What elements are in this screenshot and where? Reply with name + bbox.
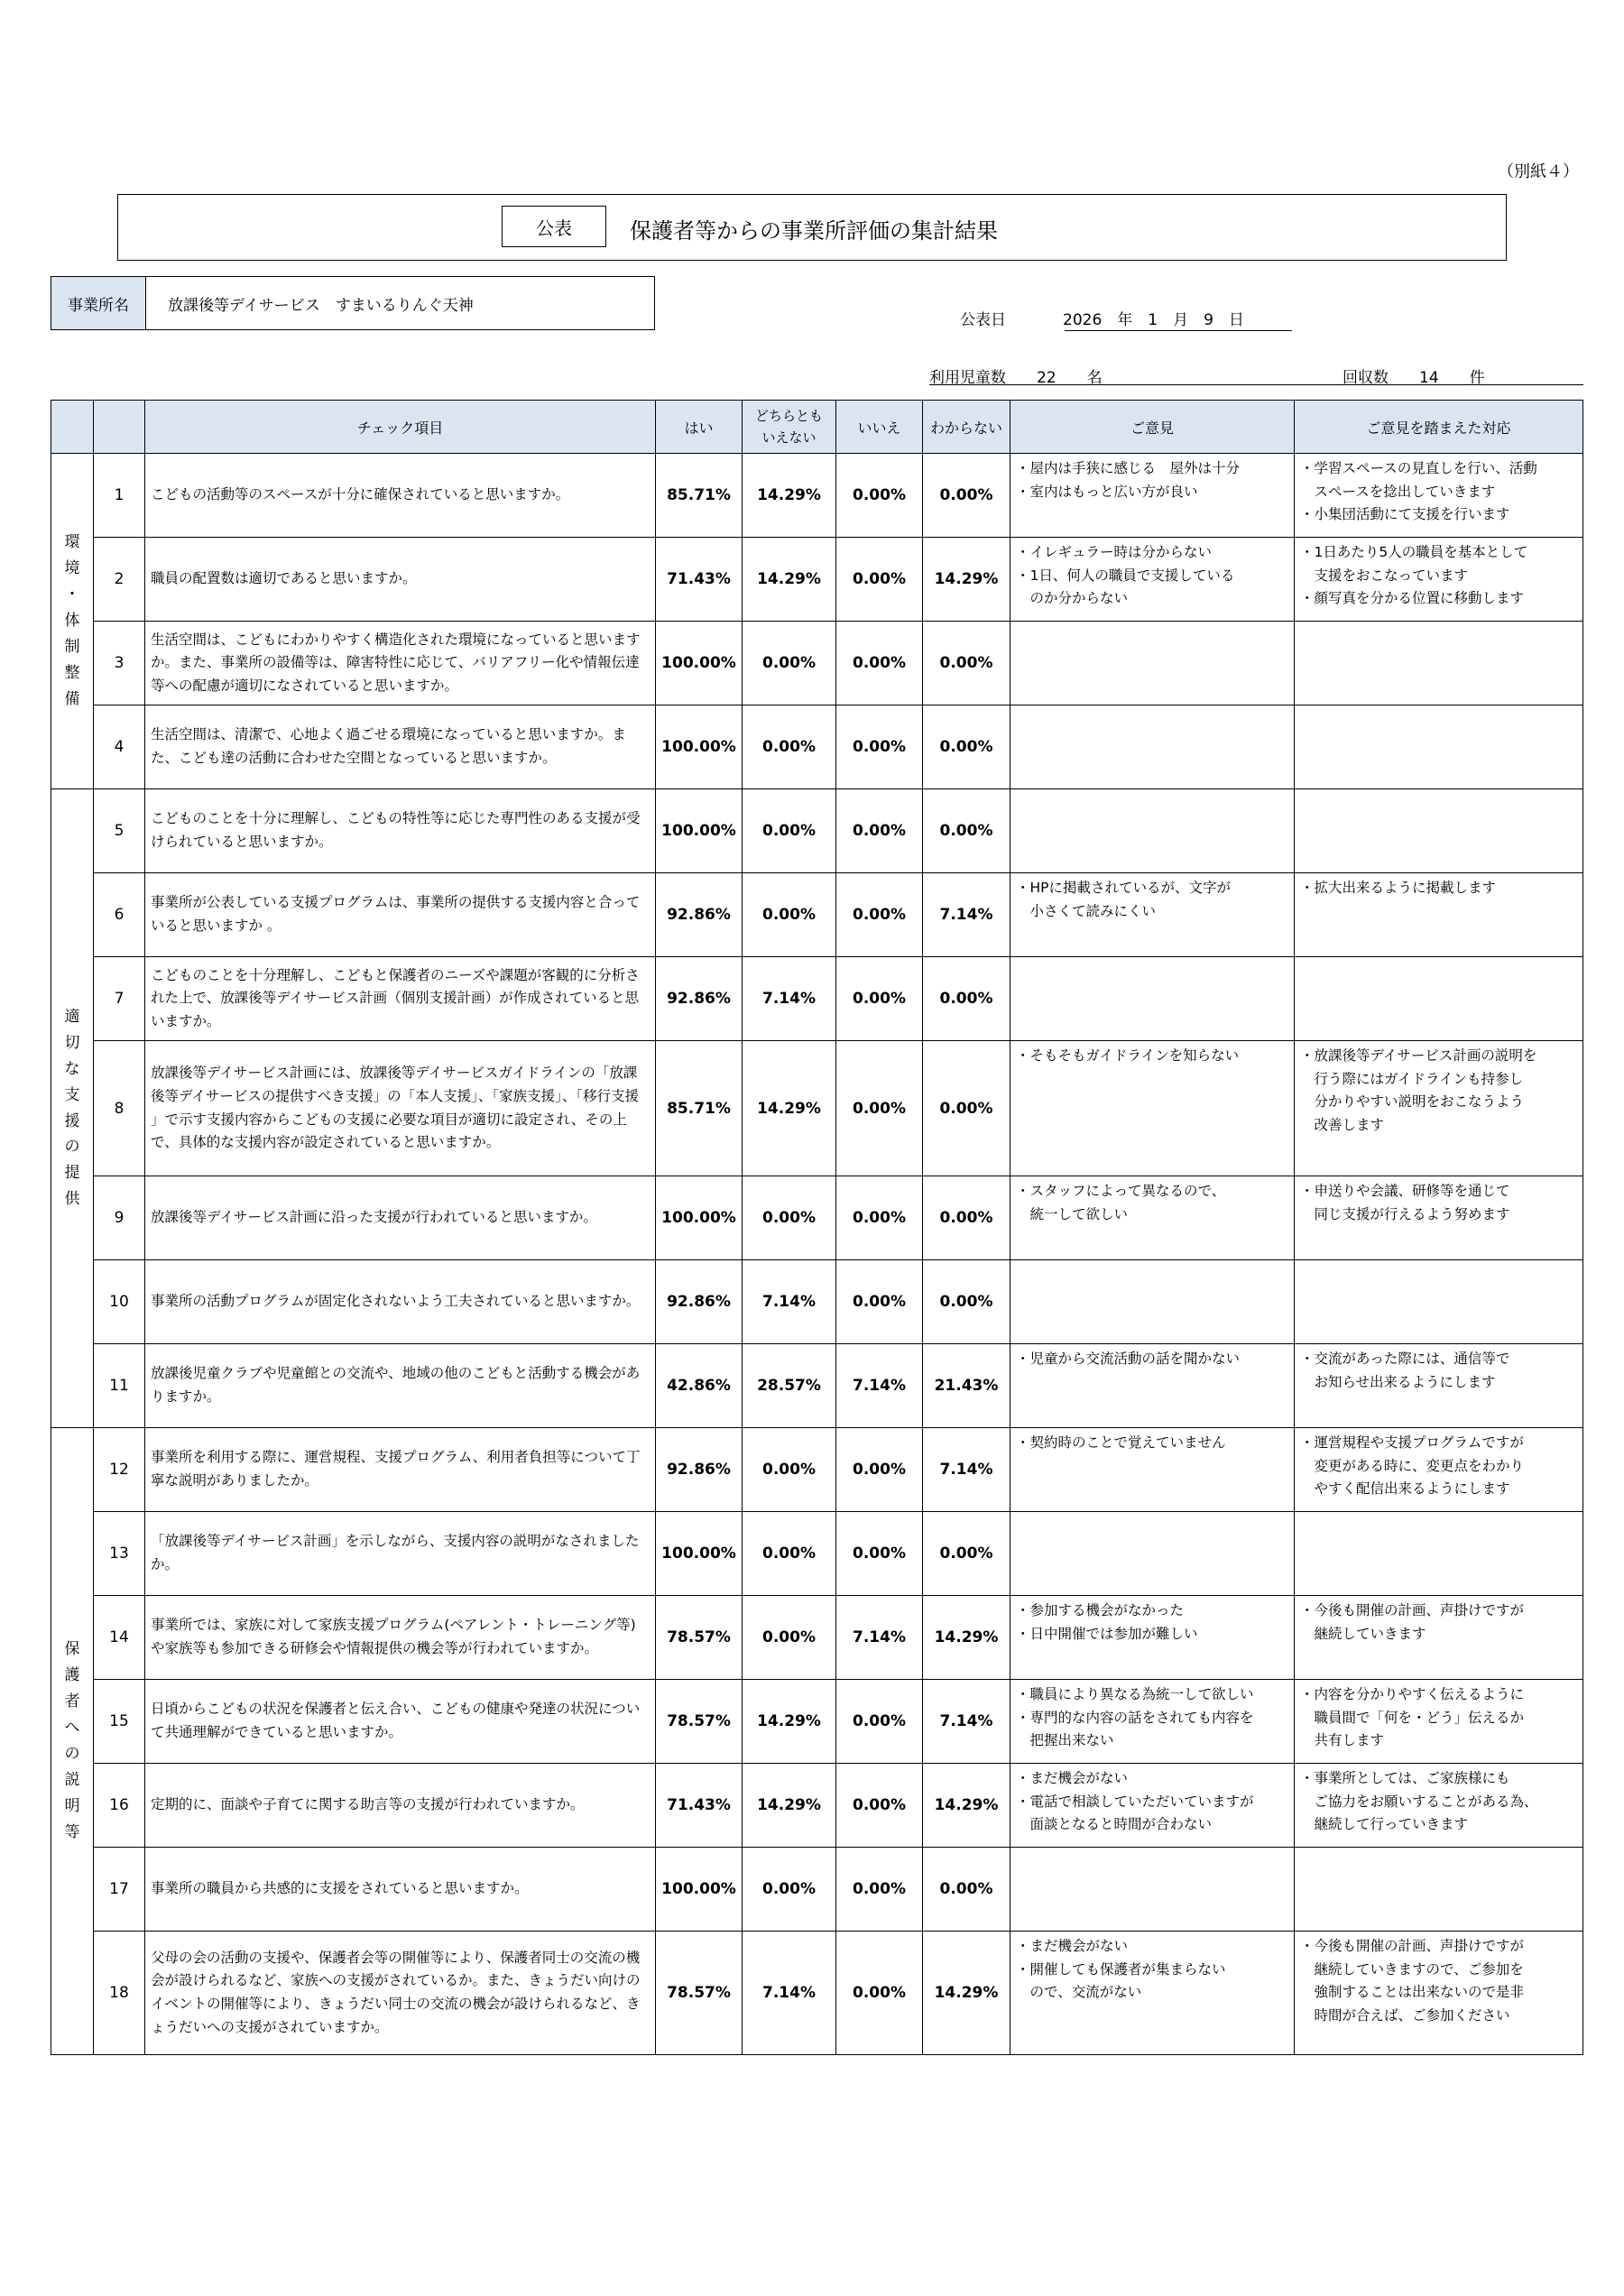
section-char: 明 [64,1796,80,1815]
header-number [94,401,145,454]
check-item-text: 事業所では、家族に対して家族支援プログラム(ペアレント・トレーニング等)や家族等も参加できる研修会や情報提供の機会等が行われていますか。 [145,1596,656,1680]
check-item-text: 事業所が公表している支援プログラムは、事業所の提供する支援内容と合っていると思いますか 。 [145,873,656,957]
section-label-support [51,789,94,1428]
table-row [51,1764,1583,1848]
response-cell [1295,1428,1583,1512]
response-line: ・小集団活動にて支援を行います [1300,506,1510,523]
pct-unknown: 0.00% [923,1260,1010,1344]
pct-no: 0.00% [836,1932,923,2055]
pct-neither: 14.29% [743,454,836,538]
pct-neither: 0.00% [743,1512,836,1596]
check-item-text: 事業所の活動プログラムが固定化されないよう工夫されていると思いますか。 [145,1260,656,1344]
table-row [51,705,1583,789]
response-line: 改善します [1300,1116,1385,1133]
opinion-line: ・日中開催では参加が難しい [1016,1625,1198,1642]
item-number: 10 [94,1260,145,1344]
opinion-cell [1010,873,1295,957]
section-char: 援 [64,1111,80,1130]
header-yes: はい [656,401,743,454]
opinion-line: ・まだ機会がない [1016,1938,1129,1954]
pct-no: 0.00% [836,1764,923,1848]
pct-yes: 71.43% [656,1764,743,1848]
table-row [51,1680,1583,1764]
response-cell [1295,957,1583,1041]
response-line: ・1日あたり5人の職員を基本として [1300,544,1528,560]
response-line: 職員間で「何を・どう」伝えるか [1300,1709,1525,1726]
section-char: 者 [64,1692,80,1711]
response-line: 強制することは出来ないので是非 [1300,1984,1525,2001]
pct-no: 0.00% [836,1041,923,1176]
check-item-text: 日頃からこどもの状況を保護者と伝え合い、こどもの健康や発達の状況について共通理解ができていると思いますか。 [145,1680,656,1764]
table-row [51,789,1583,873]
pct-unknown: 0.00% [923,1848,1010,1932]
check-item-text: 「放課後等デイサービス計画」を示しながら、支援内容の説明がなされましたか。 [145,1512,656,1596]
check-item-text: 定期的に、面談や子育てに関する助言等の支援が行われていますか。 [145,1764,656,1848]
office-name: 放課後等デイサービス すまいるりんぐ天神 [168,296,474,315]
response-cell [1295,1764,1583,1848]
opinion-line: 把握出来ない [1016,1732,1114,1749]
pct-yes: 100.00% [656,705,743,789]
response-cell [1295,622,1583,705]
response-line: ・学習スペースの見直しを行い、活動 [1300,460,1537,476]
opinion-cell [1010,1176,1295,1260]
table-row [51,1932,1583,2055]
pct-neither: 14.29% [743,1764,836,1848]
opinion-cell [1010,1764,1295,1848]
response-cell [1295,789,1583,873]
opinion-line: ・イレギュラー時は分からない [1016,544,1213,560]
pct-no: 0.00% [836,789,923,873]
response-line: 変更がある時に、変更点をわかり [1300,1457,1525,1474]
opinion-line: ・室内はもっと広い方が良い [1016,483,1198,500]
header-no: いいえ [836,401,923,454]
response-line: 継続していきます [1300,1625,1426,1642]
pct-neither: 0.00% [743,705,836,789]
page-title: 保護者等からの事業所評価の集計結果 [630,218,998,244]
return-count: 回収数 14 件 [1343,369,1485,387]
response-line: ・今後も開催の計画、声掛けですが [1300,1938,1525,1954]
item-number: 3 [94,622,145,705]
evaluation-table [51,400,1583,2055]
pct-unknown: 21.43% [923,1344,1010,1428]
opinion-line: ・児童から交流活動の話を聞かない [1016,1351,1241,1367]
response-line: 継続していきますので、ご参加を [1300,1960,1524,1978]
response-line: 継続して行っていきます [1300,1816,1469,1833]
pct-yes: 92.86% [656,873,743,957]
response-line: ・交流があった際には、通信等で [1300,1351,1510,1367]
response-line: 行う際にはガイドラインも持参し [1300,1070,1524,1087]
table-row [51,1176,1583,1260]
section-char: ・ [64,586,80,604]
pct-unknown: 0.00% [923,705,1010,789]
table-row [51,1512,1583,1596]
section-char: 適 [64,1007,80,1026]
pct-no: 7.14% [836,1596,923,1680]
section-char: 備 [64,689,80,708]
section-char: 整 [64,663,80,682]
pct-neither: 14.29% [743,1680,836,1764]
table-header-row [51,401,1583,454]
attachment-label: （別紙４） [1498,162,1579,181]
pct-yes: 71.43% [656,538,743,622]
response-cell [1295,705,1583,789]
pct-neither: 14.29% [743,538,836,622]
check-item-text: 放課後等デイサービス計画に沿った支援が行われていると思いますか。 [145,1176,656,1260]
pct-unknown: 14.29% [923,1764,1010,1848]
opinion-line: ・まだ機会がない [1016,1770,1129,1786]
pct-neither: 0.00% [743,789,836,873]
item-number: 4 [94,705,145,789]
pct-yes: 78.57% [656,1932,743,2055]
opinion-cell [1010,705,1295,789]
pct-no: 0.00% [836,538,923,622]
pct-neither: 0.00% [743,1596,836,1680]
check-item-text: こどもの活動等のスペースが十分に確保されていると思いますか。 [145,454,656,538]
office-box [51,276,655,330]
section-char: 護 [64,1666,80,1685]
check-item-text: 生活空間は、こどもにわかりやすく構造化された環境になっていると思いますか。また、事業所の設備等は、障害特性に応じて、バリアフリー化や情報伝達等への配慮が適切になされていると思いますか。 [145,622,656,705]
pct-unknown: 0.00% [923,1512,1010,1596]
item-number: 1 [94,454,145,538]
pct-neither: 0.00% [743,1848,836,1932]
response-cell [1295,1512,1583,1596]
pct-neither: 7.14% [743,957,836,1041]
pct-neither: 0.00% [743,873,836,957]
response-line: ・今後も開催の計画、声掛けですが [1300,1602,1525,1618]
pct-yes: 100.00% [656,1512,743,1596]
opinion-cell [1010,1848,1295,1932]
pct-unknown: 7.14% [923,1680,1010,1764]
pct-yes: 100.00% [656,1848,743,1932]
response-cell [1295,538,1583,622]
pct-yes: 100.00% [656,1176,743,1260]
section-char: 体 [64,612,80,631]
item-number: 16 [94,1764,145,1848]
table-row [51,1041,1583,1176]
table-row [51,1848,1583,1932]
section-label-explain [51,1428,94,2055]
response-line: 共有します [1300,1732,1385,1749]
pct-neither: 0.00% [743,1428,836,1512]
header-neither-line2: いえない [761,429,817,446]
pct-no: 0.00% [836,454,923,538]
header-section [51,401,94,454]
pct-neither: 0.00% [743,622,836,705]
table-row [51,873,1583,957]
check-item-text: 生活空間は、清潔で、心地よく過ごせる環境になっていると思いますか。また、こども達の活動に合わせた空間となっていると思いますか。 [145,705,656,789]
item-number: 6 [94,873,145,957]
check-item-text: 事業所の職員から共感的に支援をされていると思いますか。 [145,1848,656,1932]
section-char: 等 [64,1822,80,1841]
header-check-item: チェック項目 [145,401,656,454]
response-line: ・申送りや会議、研修等を通じて [1300,1183,1510,1199]
item-number: 17 [94,1848,145,1932]
table-row [51,957,1583,1041]
pct-yes: 92.86% [656,957,743,1041]
check-item-text: 事業所を利用する際に、運営規程、支援プログラム、利用者負担等について丁寧な説明がありましたか。 [145,1428,656,1512]
opinion-line: ・1日、何人の職員で支援している [1016,567,1235,584]
header-response: ご意見を踏まえた対応 [1295,401,1583,454]
check-item-text: 父母の会の活動の支援や、保護者会等の開催等により、保護者同士の交流の機会が設けられるなど、家族への支援がされているか。また、きょうだい向けのイベントの開催等により、きょうだい同士の交流の機会が設けられるなど、きょうだいへの支援がされていますか。 [145,1932,656,2055]
item-number: 18 [94,1932,145,2055]
response-line: ご協力をお願いすることがある為、 [1300,1793,1538,1810]
response-line: 時間が合えば、ご参加ください [1300,2006,1510,2024]
pct-yes: 92.86% [656,1260,743,1344]
response-cell [1295,1041,1583,1176]
opinion-cell [1010,1596,1295,1680]
opinion-cell [1010,538,1295,622]
opinion-line: ・職員により異なる為統一して欲しい [1016,1686,1254,1702]
opinion-line: のか分からない [1016,590,1129,607]
item-number: 7 [94,957,145,1041]
pct-yes: 85.71% [656,454,743,538]
check-item-text: 職員の配置数は適切であると思いますか。 [145,538,656,622]
pct-unknown: 7.14% [923,873,1010,957]
pct-unknown: 14.29% [923,1596,1010,1680]
opinion-cell [1010,1041,1295,1176]
opinion-line: ・HPに掲載されているが、文字が [1016,880,1232,896]
pct-unknown: 0.00% [923,622,1010,705]
table-row [51,454,1583,538]
opinion-line: ・スタッフによって異なるので、 [1016,1183,1226,1199]
pct-no: 0.00% [836,1260,923,1344]
section-char: 説 [64,1770,80,1789]
response-cell [1295,1932,1583,2055]
pct-unknown: 14.29% [923,538,1010,622]
pct-yes: 78.57% [656,1596,743,1680]
header-neither-line1: どちらとも [754,408,823,424]
opinion-cell [1010,1344,1295,1428]
pct-unknown: 7.14% [923,1428,1010,1512]
opinion-line: ので、交流がない [1016,1984,1142,2001]
table-row [51,1596,1583,1680]
item-number: 8 [94,1041,145,1176]
opinion-line: ・参加する機会がなかった [1016,1602,1185,1618]
opinion-line: ・電話で相談していただいていますが [1016,1793,1254,1810]
section-char: 供 [64,1190,80,1209]
section-char: 環 [64,533,80,552]
opinion-line: 統一して欲しい [1016,1205,1129,1222]
item-number: 11 [94,1344,145,1428]
response-line: スペースを捻出していきます [1300,483,1496,500]
section-char: へ [64,1719,80,1738]
response-line: やすく配信出来るようにします [1300,1480,1510,1498]
table-row [51,622,1583,705]
pct-unknown: 0.00% [923,1176,1010,1260]
stats-underline [929,384,1583,385]
publication-label: 公表日 [960,311,1006,329]
pct-no: 0.00% [836,705,923,789]
pct-no: 0.00% [836,622,923,705]
pct-unknown: 14.29% [923,1932,1010,2055]
item-number: 9 [94,1176,145,1260]
pct-neither: 7.14% [743,1260,836,1344]
pct-yes: 92.86% [656,1428,743,1512]
pct-yes: 42.86% [656,1344,743,1428]
response-cell [1295,1176,1583,1260]
response-line: ・顔写真を分かる位置に移動します [1300,590,1525,607]
response-line: お知らせ出来るようにします [1300,1373,1496,1390]
section-char: 制 [64,637,80,656]
response-line: ・事業所としては、ご家族様にも [1300,1770,1510,1786]
pct-yes: 78.57% [656,1680,743,1764]
response-line: ・拡大出来るように掲載します [1300,880,1497,896]
opinion-cell [1010,1512,1295,1596]
header-unknown: わからない [923,401,1010,454]
response-line: 同じ支援が行えるよう努めます [1300,1205,1510,1222]
item-number: 13 [94,1512,145,1596]
response-line: ・内容を分かりやすく伝えるように [1300,1686,1525,1702]
section-char: 支 [64,1085,80,1104]
item-number: 15 [94,1680,145,1764]
pct-unknown: 0.00% [923,454,1010,538]
pct-neither: 14.29% [743,1041,836,1176]
response-cell [1295,1848,1583,1932]
pct-neither: 7.14% [743,1932,836,2055]
office-label: 事業所名 [51,277,146,329]
opinion-cell [1010,1260,1295,1344]
pct-yes: 85.71% [656,1041,743,1176]
response-cell [1295,1344,1583,1428]
pct-no: 0.00% [836,957,923,1041]
pct-no: 0.00% [836,1680,923,1764]
response-line: ・放課後等デイサービス計画の説明を [1300,1047,1537,1064]
section-char: 提 [64,1164,80,1183]
opinion-cell [1010,789,1295,873]
pct-no: 0.00% [836,1512,923,1596]
response-line: 分かりやすい説明をおこなうよう [1300,1093,1525,1111]
response-cell [1295,454,1583,538]
header-opinion: ご意見 [1010,401,1295,454]
section-char: の [64,1138,80,1157]
opinion-line: ・契約時のことで覚えていません [1016,1434,1226,1451]
opinion-cell [1010,1932,1295,2055]
opinion-cell [1010,957,1295,1041]
pct-no: 0.00% [836,1176,923,1260]
response-cell [1295,1680,1583,1764]
pct-neither: 28.57% [743,1344,836,1428]
check-item-text: 放課後等デイサービス計画には、放課後等デイサービスガイドラインの「放課後等デイサービスの提供すべき支援」の「本人支援」、「家族支援」、「移行支援 」で示す支援内容からこどもの支援に必要な項目が適切に設定され、その上で、具体的な支援内容が設定されていると思いますか。 [145,1041,656,1176]
opinion-line: ・そもそもガイドラインを知らない [1016,1047,1240,1064]
item-number: 2 [94,538,145,622]
opinion-cell [1010,1680,1295,1764]
table-row [51,1260,1583,1344]
pct-no: 0.00% [836,1848,923,1932]
pct-unknown: 0.00% [923,789,1010,873]
table-row [51,1428,1583,1512]
response-line: ・運営規程や支援プログラムですが [1300,1434,1524,1451]
section-char: な [64,1059,80,1078]
item-number: 5 [94,789,145,873]
header-neither [743,401,836,454]
pct-yes: 100.00% [656,789,743,873]
pct-unknown: 0.00% [923,1041,1010,1176]
opinion-cell [1010,1428,1295,1512]
opinion-cell [1010,454,1295,538]
section-char: 保 [64,1640,80,1659]
section-label-env [51,454,94,789]
response-cell [1295,1260,1583,1344]
pct-yes: 100.00% [656,622,743,705]
pct-unknown: 0.00% [923,957,1010,1041]
item-number: 14 [94,1596,145,1680]
opinion-cell [1010,622,1295,705]
section-char: 境 [64,559,80,578]
publication-date: 2026 年 1 月 9 日 [1063,311,1244,329]
user-count: 利用児童数 22 名 [929,369,1103,387]
pct-neither: 0.00% [743,1176,836,1260]
response-cell [1295,1596,1583,1680]
check-item-text: 放課後児童クラブや児童館との交流や、地域の他のこどもと活動する機会がありますか。 [145,1344,656,1428]
opinion-line: ・屋内は手狭に感じる 屋外は十分 [1016,460,1241,476]
response-cell [1295,873,1583,957]
check-item-text: こどものことを十分理解し、こどもと保護者のニーズや課題が客観的に分析された上で、放課後等デイサービス計画（個別支援計画）が作成されていると思いますか。 [145,957,656,1041]
public-badge: 公表 [502,206,606,247]
opinion-line: ・専門的な内容の話をされても内容を [1016,1709,1254,1726]
opinion-line: 小さくて読みにくい [1016,902,1157,919]
pct-no: 7.14% [836,1344,923,1428]
opinion-line: ・開催しても保護者が集まらない [1016,1960,1226,1978]
section-char: 切 [64,1033,80,1052]
check-item-text: こどものことを十分に理解し、こどもの特性等に応じた専門性のある支援が受けられていると思いますか。 [145,789,656,873]
table-row [51,1344,1583,1428]
opinion-line: 面談となると時間が合わない [1016,1816,1213,1833]
table-row [51,538,1583,622]
pct-no: 0.00% [836,873,923,957]
response-line: 支援をおこなっています [1300,567,1469,584]
section-char: の [64,1745,80,1763]
pct-no: 0.00% [836,1428,923,1512]
item-number: 12 [94,1428,145,1512]
publication-underline [1065,330,1292,331]
